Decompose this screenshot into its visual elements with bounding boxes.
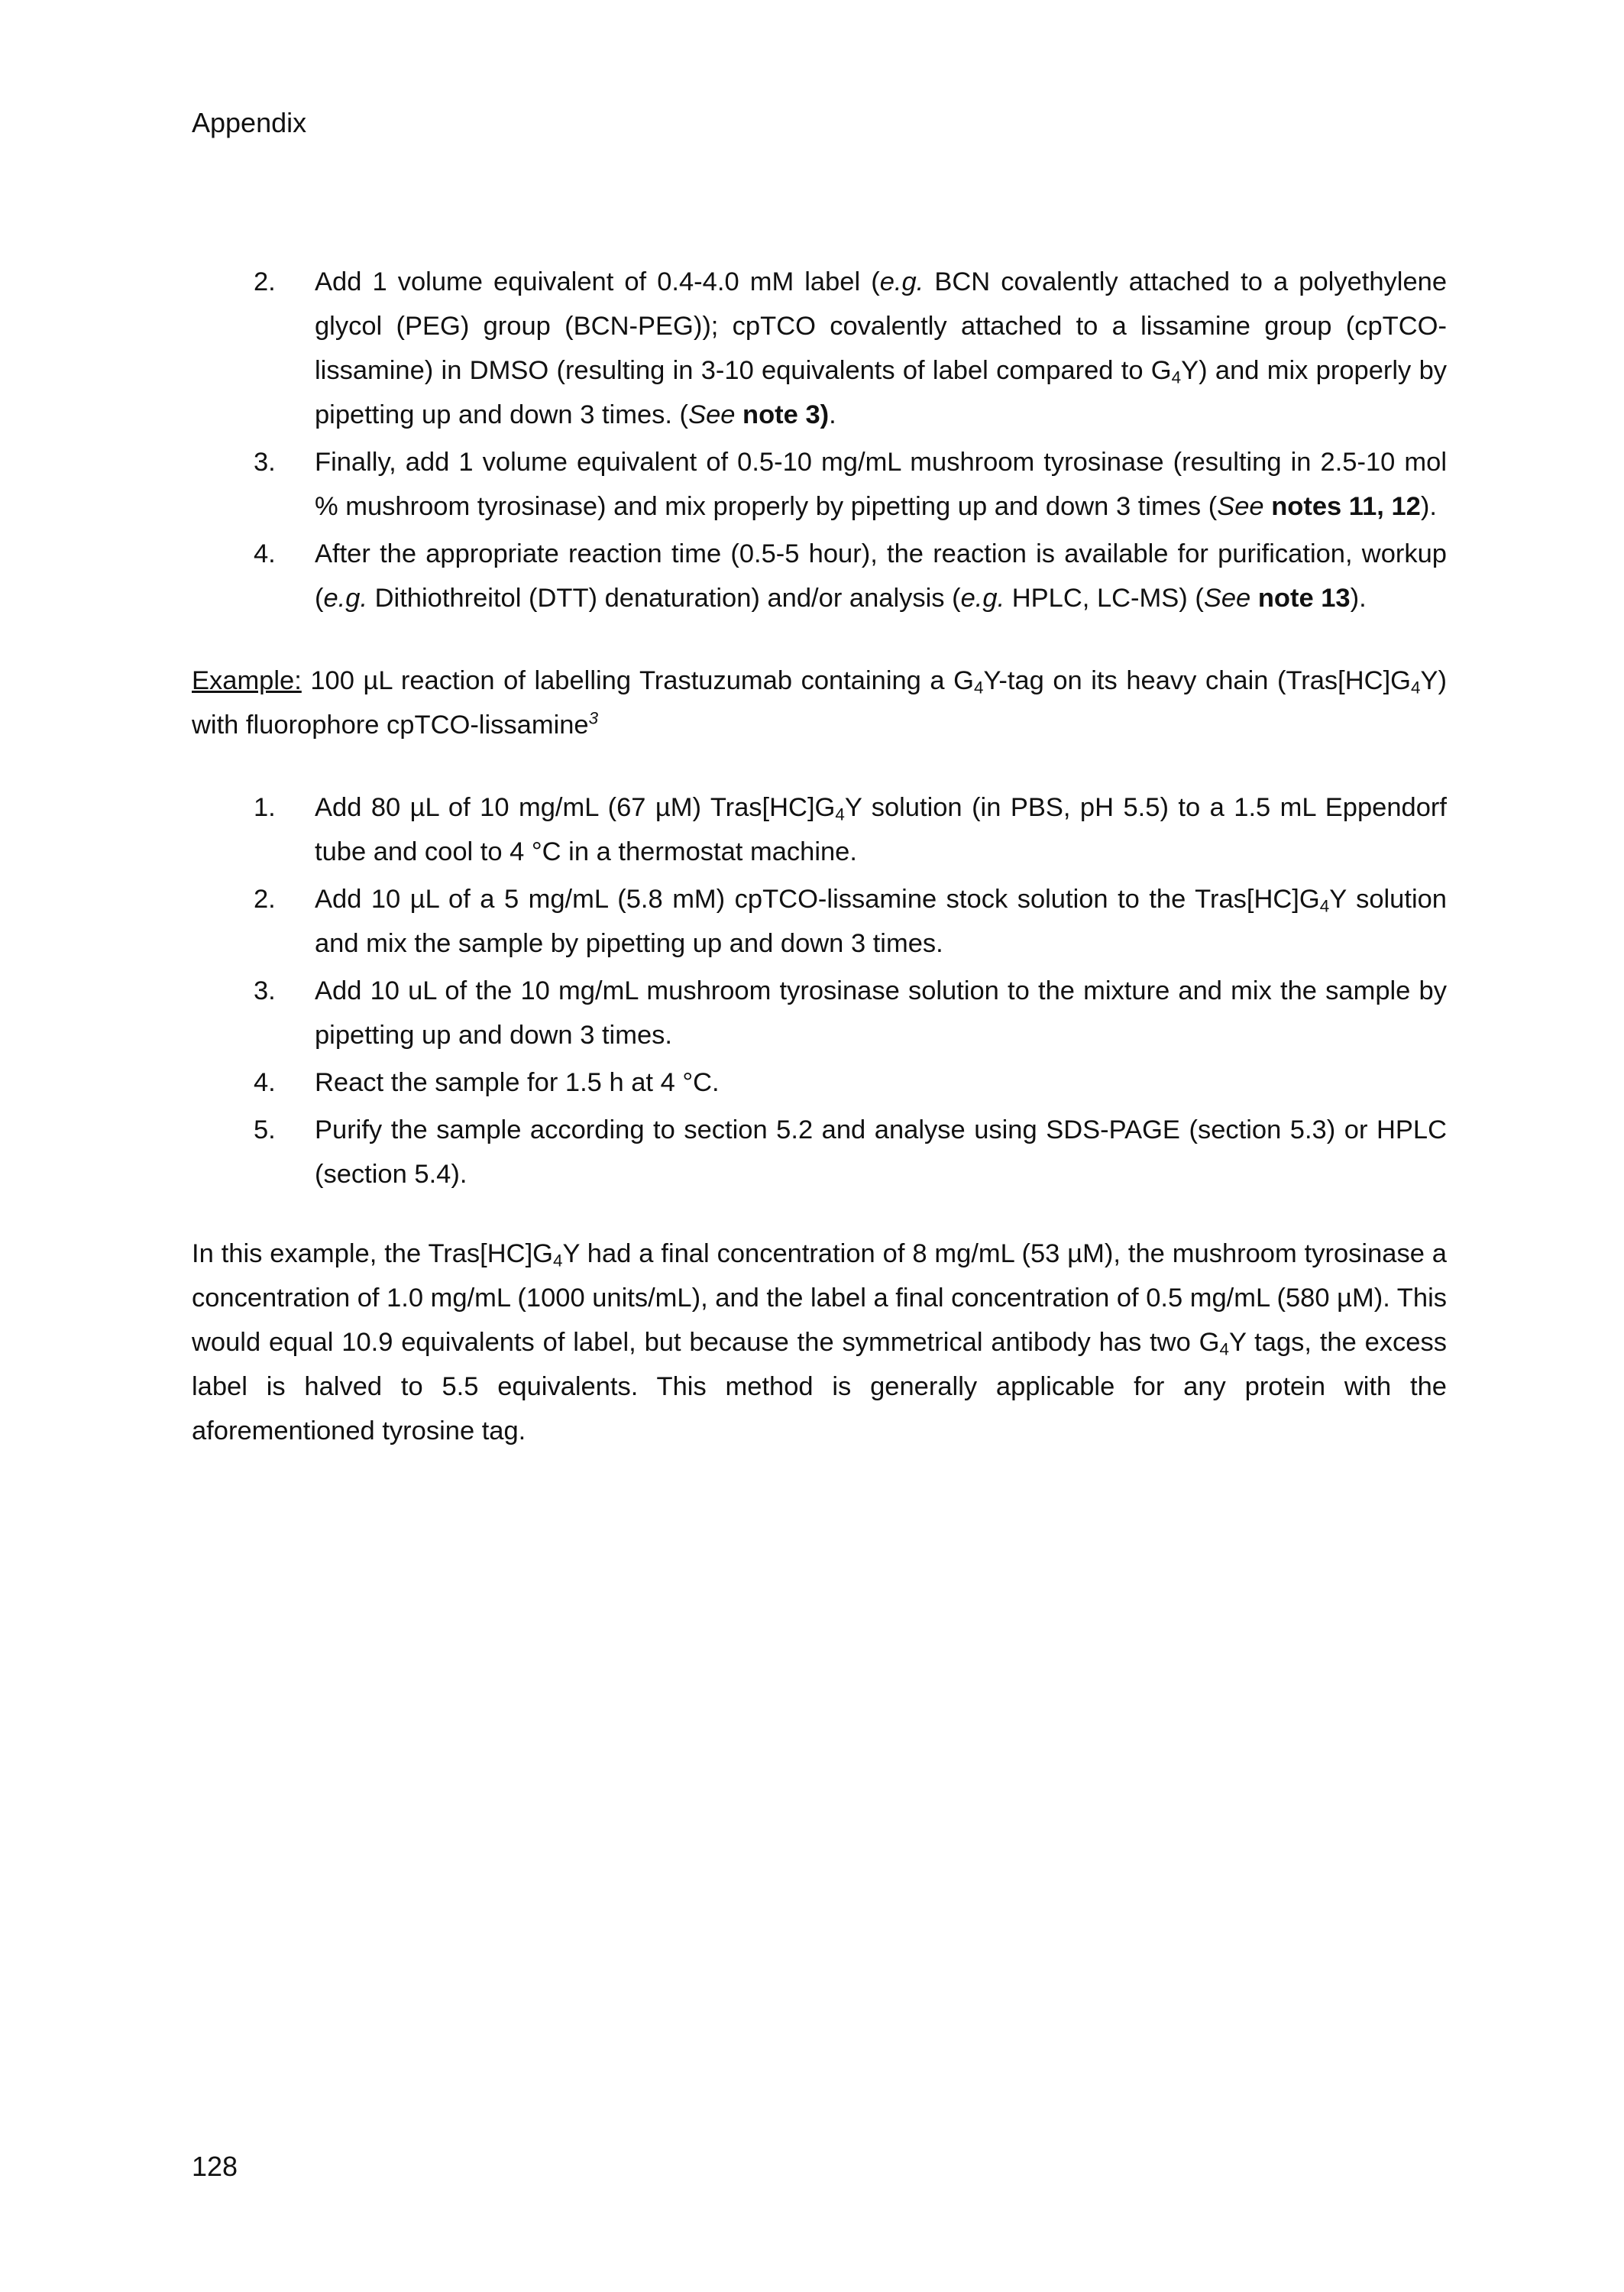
step-text (315, 1115, 1447, 1189)
text-run: . (829, 400, 836, 429)
text-run: Dithiothreitol (DTT) denaturation) and/or analysis ( (367, 584, 961, 613)
text-run: Finally, add 1 volume equivalent of 0.5-10 mg/mL mushroom tyrosinase (resulting in 2.5-10 mol % mushroom tyrosinase) and mix properly by pipetting up and down 3 times ( (315, 448, 1447, 521)
step-number: 4. (254, 1068, 276, 1097)
running-header: Appendix (192, 107, 307, 138)
step-number: 1. (254, 793, 276, 822)
example-steps-list (192, 785, 1447, 1196)
text-run: 4 (974, 678, 984, 698)
text-run: 4 (1171, 367, 1182, 387)
text-run: e.g. (960, 584, 1005, 613)
text-run: Add 10 uL of the 10 mg/mL mushroom tyrosinase solution to the mixture and mix the sample by pipetting up and down 3 times. (315, 976, 1447, 1050)
example-step (192, 1108, 1447, 1196)
text-run: 3 (588, 708, 599, 728)
step-text (315, 885, 1447, 958)
example-step (192, 969, 1447, 1057)
procedure-step (192, 532, 1447, 620)
step-text (315, 793, 1447, 866)
text-run: Y had a final concentration of 8 mg/mL (53 µM), the mushroom tyrosinase a concentration of 1.0 mg/mL (1000 units/mL), and the label a final concentration of 0.5 mg/mL (580 µM). This would equal 10.9 equivalents of label, but because the symmetrical antibody has two G (192, 1239, 1447, 1357)
text-run: ). (1350, 584, 1367, 613)
text-run: BCN covalently attached to a polyethylene glycol (PEG) group (BCN-PEG)); cpTCO covalently attached to a lissamine group (cpTCO-lissamine) in DMSO (resulting in 3-10 equivalents of label compared to G (315, 267, 1448, 385)
text-run: 4 (835, 804, 845, 824)
procedure-list (192, 260, 1447, 620)
page-number: 128 (192, 2151, 238, 2182)
page-body (192, 260, 1447, 1453)
text-run: Add 80 µL of 10 mg/mL (67 µM) Tras[HC]G (315, 793, 836, 822)
text-run: 4 (1411, 678, 1421, 698)
procedure-step (192, 260, 1447, 437)
text-run: e.g. (323, 584, 368, 613)
text-run: Purify the sample according to section 5.2 and analyse using SDS-PAGE (section 5.3) or HPLC (section 5.4). (315, 1115, 1447, 1189)
text-run: See (1217, 492, 1264, 521)
text-run: See (1203, 584, 1251, 613)
text-run: Y) with fluorophore cpTCO-lissamine (192, 666, 1447, 740)
text-run: After the appropriate reaction time (0.5-5 hour), the reaction is available for purification, workup ( (315, 539, 1447, 613)
step-number: 2. (254, 267, 276, 296)
text-run: Y-tag on its heavy chain (Tras[HC]G (983, 666, 1412, 695)
text-run: 4 (1219, 1339, 1229, 1359)
step-number: 4. (254, 539, 276, 568)
example-intro (192, 659, 1447, 747)
text-run: note 13 (1250, 584, 1351, 613)
text-run: React the sample for 1.5 h at 4 °C. (315, 1068, 720, 1097)
text-run: ). (1420, 492, 1437, 521)
text-run: 4 (553, 1251, 563, 1271)
step-text (315, 1068, 720, 1097)
text-run: Y solution and mix the sample by pipetting up and down 3 times. (315, 885, 1447, 958)
step-number: 3. (254, 976, 276, 1005)
step-number: 3. (254, 448, 276, 477)
step-number: 5. (254, 1115, 276, 1144)
text-run: note 3) (735, 400, 830, 429)
text-run: Example: (192, 666, 302, 695)
text-run: notes 11, 12 (1263, 492, 1421, 521)
example-step (192, 877, 1447, 966)
text-run: Y tags, the excess label is halved to 5.5 equivalents. This method is generally applicable for any protein with the aforementioned tyrosine tag. (192, 1328, 1447, 1445)
step-number: 2. (254, 885, 276, 914)
text-run: e.g. (879, 267, 924, 296)
step-text (315, 539, 1447, 613)
text-run: 4 (1319, 896, 1330, 916)
step-text (315, 976, 1447, 1050)
step-text (315, 448, 1447, 521)
example-summary (192, 1232, 1447, 1453)
text-run: Y solution (in PBS, pH 5.5) to a 1.5 mL Eppendorf tube and cool to 4 °C in a thermostat machine. (315, 793, 1447, 866)
procedure-step (192, 440, 1447, 529)
text-run: Add 10 µL of a 5 mg/mL (5.8 mM) cpTCO-lissamine stock solution to the Tras[HC]G (315, 885, 1320, 914)
text-run: Y) and mix properly by pipetting up and down 3 times. ( (315, 356, 1448, 429)
text-run: HPLC, LC-MS) ( (1004, 584, 1204, 613)
step-text (315, 267, 1447, 429)
text-run: Add 1 volume equivalent of 0.4-4.0 mM label ( (315, 267, 880, 296)
example-step (192, 785, 1447, 874)
text-run: See (688, 400, 736, 429)
text-run: 100 µL reaction of labelling Trastuzumab containing a G (301, 666, 975, 695)
example-step (192, 1060, 1447, 1105)
text-run: In this example, the Tras[HC]G (192, 1239, 554, 1268)
